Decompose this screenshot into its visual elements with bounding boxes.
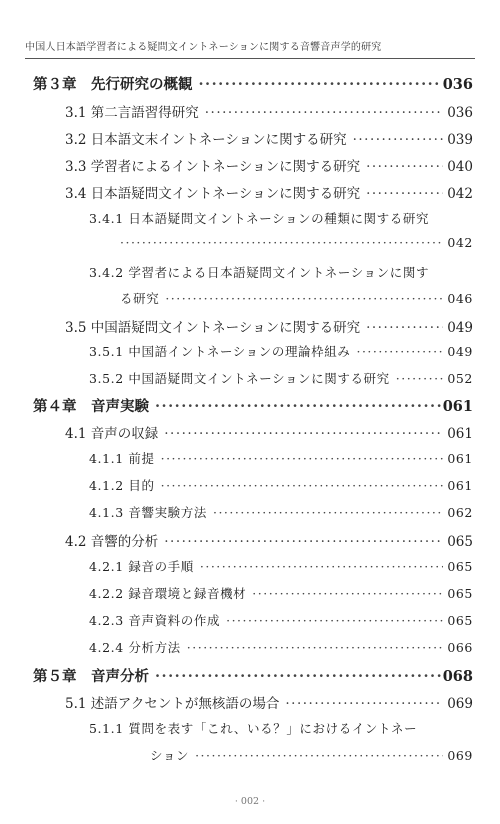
toc-leader	[165, 291, 443, 306]
toc-page: 065	[447, 613, 473, 628]
toc-leader	[205, 105, 443, 121]
toc-leader	[200, 559, 443, 574]
toc-title: 3.3 学習者によるイントネーションに関する研究	[65, 159, 361, 175]
toc-title: 第４章 音声実験	[33, 398, 149, 415]
toc-page: 065	[447, 559, 473, 574]
toc-subsection-4-2-1	[89, 557, 473, 575]
toc-subsection-4-1-2	[89, 476, 473, 494]
toc-page: 061	[442, 398, 473, 415]
toc-leader	[285, 696, 443, 712]
toc-section-4-1	[65, 422, 473, 442]
toc-subsection-3-4-2-title: 3.4.2 学習者による日本語疑問文イントネーションに関す	[89, 265, 430, 280]
toc-leader	[155, 398, 441, 415]
toc-leader	[252, 586, 443, 601]
toc-title: 4.1.3 音響実験方法	[89, 505, 207, 520]
toc-subsection-3-4-2	[120, 289, 473, 307]
toc-page: 039	[447, 132, 473, 148]
toc-title: 第５章 音声分析	[33, 668, 149, 685]
toc-page: 061	[447, 451, 473, 466]
toc-title: 4.2 音響的分析	[65, 534, 159, 550]
toc-title: 3.4 日本語疑問文イントネーションに関する研究	[65, 186, 361, 202]
toc-title: 4.2.1 録音の手順	[89, 559, 194, 574]
toc-page: 062	[447, 505, 473, 520]
toc-page: 049	[447, 320, 473, 336]
toc-title: 4.1.1 前提	[89, 451, 155, 466]
toc-section-3-5	[65, 316, 473, 336]
toc-leader	[366, 186, 443, 202]
toc-section-3-4	[65, 182, 473, 202]
toc-section-3-1	[65, 101, 473, 121]
toc-leader	[195, 748, 443, 763]
toc-page: 040	[447, 159, 473, 175]
toc-title: 3.1 第二言語習得研究	[65, 105, 199, 121]
toc-subsection-3-5-2	[89, 369, 473, 387]
toc-section-5-1	[65, 692, 473, 712]
toc-page: 042	[447, 186, 473, 202]
toc-leader	[161, 451, 443, 466]
toc-title: 4.2.2 録音環境と録音機材	[89, 586, 247, 601]
toc-page: 061	[447, 478, 473, 493]
toc-leader	[187, 640, 443, 655]
toc-subsection-4-1-3	[89, 503, 473, 521]
toc-section-3-3	[65, 155, 473, 175]
toc-leader	[199, 76, 441, 93]
toc-page: 069	[447, 748, 473, 763]
toc-leader	[353, 132, 443, 148]
header-rule	[25, 58, 475, 59]
toc-page: 052	[447, 371, 473, 386]
toc-title: 5.1 述語アクセントが無核語の場合	[65, 696, 280, 712]
toc-leader	[155, 668, 441, 685]
toc-subsection-3-4-1	[120, 235, 473, 250]
toc-leader	[164, 534, 443, 550]
toc-page: 036	[447, 105, 473, 121]
toc-section-3-2	[65, 128, 473, 148]
toc-page: 068	[442, 668, 473, 685]
toc-title: 第３章 先行研究の概観	[33, 76, 193, 93]
toc-leader	[396, 371, 443, 386]
toc-subsection-5-1-1	[150, 746, 473, 764]
toc-leader	[366, 159, 443, 175]
toc-leader	[161, 478, 443, 493]
toc-subsection-4-2-2	[89, 584, 473, 602]
toc-page: 036	[442, 76, 473, 93]
toc-subsection-4-1-1	[89, 449, 473, 467]
running-header: 中国人日本語学習者による疑問文イントネーションに関する音響音声学的研究	[25, 42, 382, 53]
toc-title: 3.5 中国語疑問文イントネーションに関する研究	[65, 320, 361, 336]
toc-subsection-5-1-1-title: 5.1.1 質問を表す「これ、いる？」におけるイントネー	[89, 721, 418, 736]
toc-title: 3.2 日本語文末イントネーションに関する研究	[65, 132, 347, 148]
toc-subsection-3-5-1	[89, 342, 473, 360]
toc-page: 065	[447, 586, 473, 601]
toc-title-continued: ション	[150, 748, 190, 763]
toc-page: 066	[447, 640, 473, 655]
toc-section-4-2	[65, 530, 473, 550]
toc-leader	[356, 344, 443, 359]
toc-title: 4.1 音声の収録	[65, 426, 159, 442]
toc-leader	[213, 505, 443, 520]
toc-title: 4.1.2 目的	[89, 478, 155, 493]
toc-title: 4.2.4 分析方法	[89, 640, 181, 655]
toc-leader-blank	[120, 235, 443, 250]
page-number: · 002 ·	[234, 796, 266, 807]
toc-page: 061	[447, 426, 473, 442]
toc-page: 042	[447, 235, 473, 250]
toc-page: 046	[447, 291, 473, 306]
toc-subsection-4-2-4	[89, 638, 473, 656]
toc-title: 3.5.2 中国語疑問文イントネーションに関する研究	[89, 371, 390, 386]
toc-page: 049	[447, 344, 473, 359]
toc-title: 4.2.3 音声資料の作成	[89, 613, 221, 628]
toc-chapter-5	[33, 665, 473, 686]
toc-subsection-3-4-1-title: 3.4.1 日本語疑問文イントネーションの種類に関する研究	[89, 211, 430, 226]
toc-leader	[366, 320, 443, 336]
toc-title-continued: る研究	[120, 291, 160, 306]
toc-subsection-4-2-3	[89, 611, 473, 629]
toc-chapter-3	[33, 73, 473, 94]
toc-page: 065	[447, 534, 473, 550]
toc-page: 069	[447, 696, 473, 712]
toc-leader	[226, 613, 443, 628]
toc-leader	[164, 426, 443, 442]
toc-title: 3.5.1 中国語イントネーションの理論枠組み	[89, 344, 351, 359]
toc-chapter-4	[33, 395, 473, 416]
